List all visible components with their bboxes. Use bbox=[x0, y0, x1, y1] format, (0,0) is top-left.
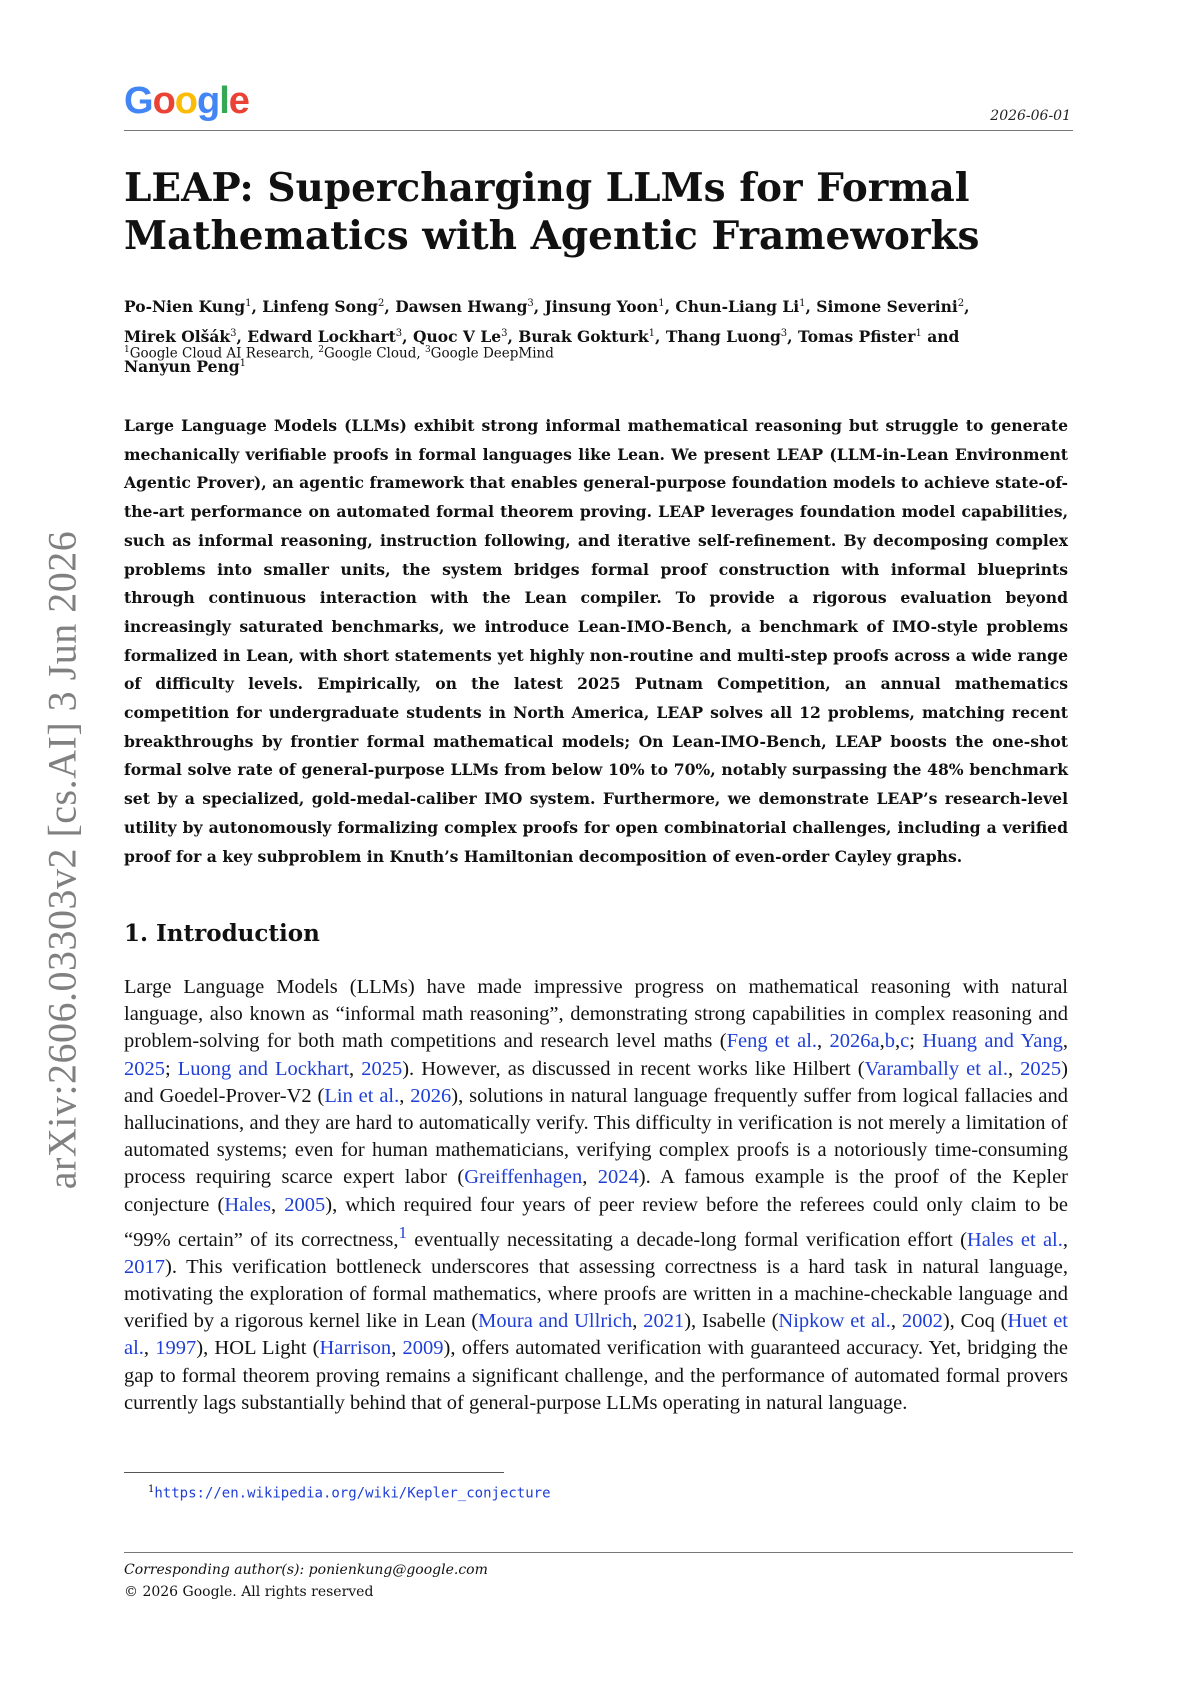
author-affiliation-number: 1 bbox=[799, 298, 806, 309]
author-name: Mirek Olšák bbox=[124, 327, 231, 347]
intro-text: , bbox=[582, 1166, 598, 1189]
intro-text: , bbox=[1007, 1057, 1021, 1080]
intro-text: ; bbox=[909, 1030, 923, 1053]
author-affiliation-number: 1 bbox=[245, 298, 252, 309]
citation-link[interactable]: Huet et al. bbox=[124, 1310, 1069, 1360]
author-name: Simone Severini bbox=[816, 297, 958, 317]
footnote-link[interactable]: https://en.wikipedia.org/wiki/Kepler_conjecture bbox=[154, 1485, 551, 1502]
affiliation-name: Google Cloud AI Research bbox=[129, 345, 310, 362]
author-affiliation-number: 1 bbox=[658, 298, 665, 309]
citation-link[interactable]: Varambally et al. bbox=[864, 1057, 1008, 1080]
citation-link[interactable]: 2025 bbox=[1020, 1057, 1062, 1080]
author-affiliation-number: 1 bbox=[239, 358, 247, 370]
copyright-notice: © 2026 Google. All rights reserved bbox=[124, 1584, 374, 1600]
logo-letter: l bbox=[219, 80, 229, 122]
affiliation-number: 2 bbox=[318, 345, 324, 355]
author-name: Thang Luong bbox=[665, 327, 781, 347]
affiliation-number: 3 bbox=[424, 345, 431, 355]
intro-text: ), Isabelle ( bbox=[684, 1310, 779, 1333]
author-name: Po-Nien Kung bbox=[124, 297, 246, 317]
logo-letter: o bbox=[174, 80, 197, 122]
intro-text: ), HOL Light ( bbox=[196, 1337, 320, 1360]
citation-link[interactable]: 2017 bbox=[124, 1255, 165, 1278]
intro-text: , bbox=[399, 1084, 411, 1107]
citation-link[interactable]: Nipkow et al. bbox=[778, 1310, 891, 1333]
author-name: Burak Gokturk bbox=[518, 327, 649, 347]
header-rule bbox=[124, 130, 1073, 131]
intro-text: ; bbox=[165, 1057, 178, 1080]
intro-text: ). However, as discussed in recent works like Hilbert ( bbox=[402, 1057, 865, 1080]
author-list: Po-Nien Kung$^1$, Linfeng Song$^2$, Dawsen Hwang$^3$, Jinsung Yoon$^1$, Chun-Liang Li$^1$, Simone Severini$^2$, Mirek Olšák$^3$, Edward Lockhart$^3$, Quoc V Le$^3$, Burak Gokturk$^1$, Thang Luong$^3$, Tomas Pfister$^1$ and Nanyun Peng$^1$ bbox=[124, 297, 970, 377]
citation-link[interactable]: Hales et al. bbox=[966, 1228, 1063, 1251]
citation-link[interactable]: Harrison bbox=[319, 1337, 392, 1360]
arxiv-side-label bbox=[38, 520, 86, 1200]
paper-date: 2026-06-01 bbox=[990, 108, 1071, 124]
author-affiliation-number: 3 bbox=[780, 328, 788, 340]
author-affiliation-number: 2 bbox=[957, 298, 965, 309]
intro-text: , bbox=[890, 1310, 902, 1333]
intro-text: ), offers automated verification with guaranteed accuracy. Yet, bridging the gap to formal theorem proving remains a significant challenge, and the performance of automated formal provers currently lags substantially behind that of general-purpose LLMs operating in natural language. bbox=[124, 1337, 1069, 1414]
intro-text: , bbox=[632, 1310, 644, 1333]
intro-text: , bbox=[1062, 1228, 1069, 1251]
intro-text: eventually necessitating a decade-long formal verification effort ( bbox=[407, 1228, 967, 1251]
citation-link[interactable]: c bbox=[900, 1030, 910, 1053]
introduction-paragraph bbox=[124, 974, 1068, 1417]
intro-text: ), Coq ( bbox=[942, 1310, 1008, 1333]
intro-text: , bbox=[391, 1337, 403, 1360]
arxiv-identifier: arXiv:2606.03303v2 [cs.AI] 3 Jun 2026 bbox=[39, 530, 85, 1190]
intro-text: ). This verification bottleneck underscores that assessing correctness is a hard task in natural language, motivating the exploration of formal mathematics, where proofs are written in a machine-checkable language and verified by a rigorous kernel like in Lean ( bbox=[124, 1255, 1068, 1333]
intro-text: , bbox=[349, 1057, 362, 1080]
intro-text: , bbox=[143, 1337, 156, 1360]
intro-text: , bbox=[817, 1030, 830, 1053]
author-affiliation-number: 1 bbox=[648, 328, 656, 340]
footnote-rule bbox=[124, 1472, 504, 1473]
author-affiliation-number: 3 bbox=[527, 298, 534, 309]
citation-link[interactable]: Hales bbox=[224, 1193, 271, 1216]
intro-text: , bbox=[1062, 1030, 1069, 1053]
citation-link[interactable]: 2025 bbox=[124, 1057, 165, 1080]
citation-link[interactable]: 2005 bbox=[284, 1193, 326, 1216]
citation-link[interactable]: Huang and Yang bbox=[922, 1030, 1063, 1053]
author-affiliation-number: 3 bbox=[501, 328, 508, 340]
logo-letter: G bbox=[124, 80, 153, 122]
author-affiliation-number: 3 bbox=[230, 328, 237, 340]
intro-text: ). A famous example is the proof of the Kepler conjecture ( bbox=[124, 1166, 1068, 1216]
author-name: Tomas Pfister bbox=[797, 327, 916, 347]
citation-link[interactable]: b bbox=[884, 1030, 896, 1053]
footnote-ref-link[interactable]: 1 bbox=[398, 1222, 407, 1242]
affiliation-number: 1 bbox=[124, 345, 130, 355]
author-name: Linfeng Song bbox=[262, 297, 379, 317]
intro-text: , bbox=[895, 1030, 901, 1053]
intro-text: , bbox=[271, 1193, 285, 1216]
citation-link[interactable]: 2009 bbox=[402, 1337, 444, 1360]
citation-link[interactable]: Moura and Ullrich bbox=[478, 1310, 633, 1333]
abstract: Large Language Models (LLMs) exhibit strong informal mathematical reasoning but struggle to generate mechanically verifiable proofs in formal languages like Lean. We present LEAP (LLM-in-Lean Environment Agentic Prover), an agentic framework that enables general-purpose foundation models to achieve state-of-the-art performance on automated formal theorem proving. LEAP leverages foundation model capabilities, such as informal reasoning, instruction following, and iterative self-refinement. By decomposing complex problems into smaller units, the system bridges formal proof construction with informal blueprints through continuous interaction with the Lean compiler. To provide a rigorous evaluation beyond increasingly saturated benchmarks, we introduce Lean-IMO-Bench, a benchmark of IMO-style problems formalized in Lean, with short statements yet highly non-routine and multi-step proofs across a wide range of difficulty levels. Empirically, on the latest 2025 Putnam Competition, an annual mathematics competition for undergraduate students in North America, LEAP solves all 12 problems, matching recent breakthroughs by frontier formal mathematical models; On Lean-IMO-Bench, LEAP boosts the one-shot formal solve rate of general-purpose LLMs from below 10% to 70%, notably surpassing the 48% benchmark set by a specialized, gold-medal-caliber IMO system. Furthermore, we demonstrate LEAP’s research-level utility by autonomously formalizing complex proofs for open combinatorial challenges, including a verified proof for a key subproblem in Knuth’s Hamiltonian decomposition of even-order Cayley graphs. bbox=[124, 416, 1068, 866]
citation-link[interactable]: 2025 bbox=[361, 1057, 403, 1080]
logo-letter: o bbox=[152, 80, 175, 122]
logo-letter: e bbox=[228, 80, 249, 122]
google-logo bbox=[124, 82, 249, 120]
citation-link[interactable]: Greiffenhagen bbox=[464, 1166, 583, 1189]
affiliation-name: Google Cloud bbox=[323, 345, 417, 362]
citation-link[interactable]: Feng et al. bbox=[726, 1030, 818, 1053]
intro-text: , bbox=[879, 1030, 885, 1053]
section-heading-introduction: 1. Introduction bbox=[124, 920, 320, 947]
citation-link[interactable]: 2002 bbox=[901, 1310, 943, 1333]
author-affiliation-number: 3 bbox=[395, 328, 403, 340]
author-name: Quoc V Le bbox=[412, 327, 502, 347]
intro-text: ), which required four years of peer review before the referees could only claim to be “99% certain” of its correctness, bbox=[124, 1193, 1068, 1251]
citation-link[interactable]: 2026 bbox=[410, 1084, 452, 1107]
corresponding-author: Corresponding author(s): ponienkung@google.com bbox=[124, 1562, 488, 1578]
author-name: Jinsung Yoon bbox=[544, 297, 659, 317]
intro-text: ) and Goedel-Prover-V2 ( bbox=[124, 1057, 1068, 1107]
footnote bbox=[148, 1484, 551, 1502]
author-name: Chun-Liang Li bbox=[675, 297, 800, 317]
logo-letter: g bbox=[197, 80, 220, 122]
paper-title: LEAP: Supercharging LLMs for Formal Mathematics with Agentic Frameworks bbox=[124, 165, 980, 259]
footer-rule bbox=[124, 1552, 1073, 1553]
citation-link[interactable]: 2024 bbox=[597, 1166, 639, 1189]
author-affiliation-number: 2 bbox=[378, 298, 385, 309]
intro-text: Large Language Models (LLMs) have made impressive progress on mathematical reasoning with natural language, also known as “informal math reasoning”, demonstrating strong capabilities in complex reasoning and problem-solving for both math competitions and research level maths ( bbox=[124, 976, 1068, 1053]
footnote-number: 1 bbox=[148, 1484, 155, 1495]
citation-link[interactable]: Luong and Lockhart bbox=[177, 1057, 350, 1080]
citation-link[interactable]: 2021 bbox=[643, 1310, 685, 1333]
affiliation-list: $^1$Google Cloud AI Research, $^2$Google Cloud, $^3$Google DeepMind bbox=[124, 345, 554, 362]
citation-link[interactable]: 1997 bbox=[155, 1337, 197, 1360]
author-name: Dawsen Hwang bbox=[395, 297, 528, 317]
author-name: Nanyun Peng bbox=[124, 357, 240, 377]
citation-link[interactable]: 2026a bbox=[829, 1030, 880, 1053]
affiliation-name: Google DeepMind bbox=[430, 345, 554, 362]
author-name: Edward Lockhart bbox=[247, 327, 396, 347]
author-affiliation-number: 1 bbox=[915, 328, 922, 340]
intro-text: ), solutions in natural language frequently suffer from logical fallacies and hallucinations, and they are hard to automatically verify. This difficulty in verification is not merely a limitation of automated systems; even for human mathematicians, verifying complex proofs is a notoriously time-consuming process requiring scarce expert labor ( bbox=[124, 1084, 1069, 1189]
citation-link[interactable]: Lin et al. bbox=[324, 1084, 400, 1107]
